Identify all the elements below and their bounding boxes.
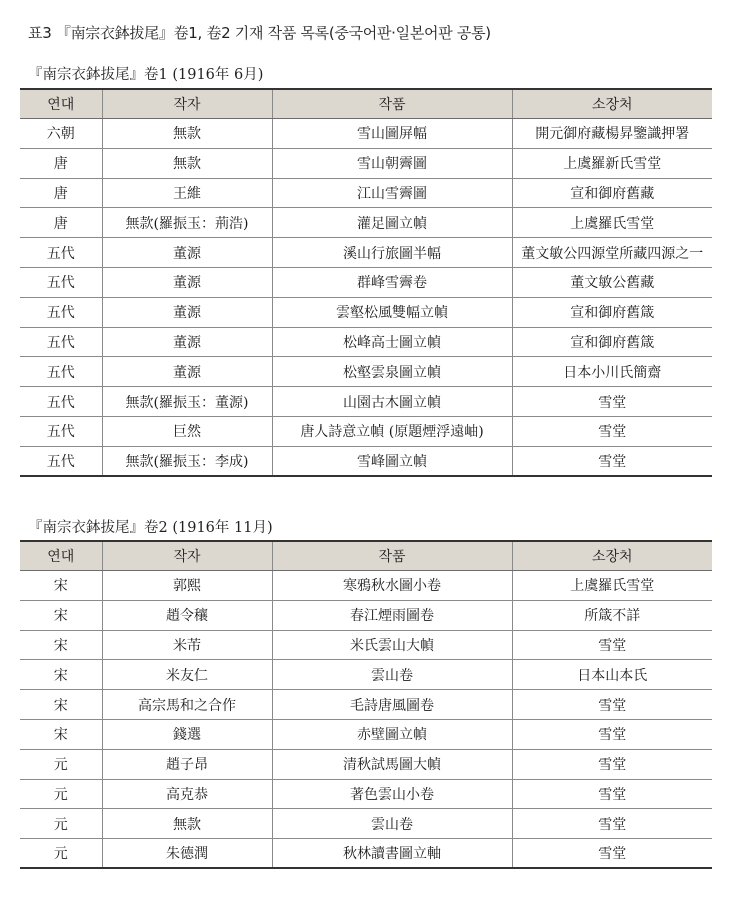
cell-artist: 米友仁: [102, 660, 272, 690]
table-row: [20, 267, 712, 297]
cell-era: 五代: [20, 297, 102, 327]
cell-collection: 雪堂: [512, 779, 712, 809]
table-row: [20, 148, 712, 178]
cell-work: 春江煙雨圖卷: [272, 600, 512, 630]
cell-artist: 巨然: [102, 416, 272, 446]
cell-artist: 高宗馬和之合作: [102, 690, 272, 720]
cell-era: 元: [20, 839, 102, 869]
cell-era: 宋: [20, 600, 102, 630]
cell-artist: 無款: [102, 119, 272, 149]
works-table-vol2: [20, 540, 712, 869]
cell-artist: 郭熙: [102, 571, 272, 601]
cell-work: 清秋試馬圖大幀: [272, 749, 512, 779]
cell-collection: 開元御府藏楊昇鑒識押署: [512, 119, 712, 149]
table-row: [20, 208, 712, 238]
cell-era: 唐: [20, 148, 102, 178]
cell-era: 元: [20, 779, 102, 809]
cell-era: 唐: [20, 208, 102, 238]
cell-collection: 宣和御府舊箴: [512, 327, 712, 357]
cell-artist: 無款(羅振玉：董源): [102, 387, 272, 417]
table-header-row: [20, 541, 712, 571]
table-header-row: [20, 89, 712, 119]
header-work: 작품: [272, 541, 512, 571]
page-title: 표3 『南宗衣鉢拔尾』卷1, 卷2 기재 작품 목록(중국어판·일본어판 공통): [28, 24, 491, 42]
cell-era: 宋: [20, 660, 102, 690]
cell-era: 宋: [20, 571, 102, 601]
cell-era: 五代: [20, 387, 102, 417]
cell-era: 五代: [20, 267, 102, 297]
cell-collection: 日本山本氏: [512, 660, 712, 690]
cell-collection: 雪堂: [512, 416, 712, 446]
table-row: [20, 749, 712, 779]
section-title-vol2: 『南宗衣鉢拔尾』卷2 (1916年 11月): [28, 520, 273, 536]
header-era: 연대: [20, 541, 102, 571]
table-row: [20, 297, 712, 327]
section-title-vol1: 『南宗衣鉢拔尾』卷1 (1916年 6月): [28, 67, 264, 83]
cell-work: 寒鴉秋水圖小卷: [272, 571, 512, 601]
cell-era: 五代: [20, 327, 102, 357]
cell-artist: 趙令穰: [102, 600, 272, 630]
cell-collection: 董文敏公舊藏: [512, 267, 712, 297]
cell-work: 雲壑松風雙幅立幀: [272, 297, 512, 327]
cell-era: 宋: [20, 719, 102, 749]
cell-collection: 雪堂: [512, 446, 712, 476]
cell-collection: 所箴不詳: [512, 600, 712, 630]
table-row: [20, 387, 712, 417]
cell-work: 雲山卷: [272, 660, 512, 690]
cell-collection: 上虞羅氏雪堂: [512, 571, 712, 601]
cell-work: 米氏雲山大幀: [272, 630, 512, 660]
cell-collection: 雪堂: [512, 749, 712, 779]
cell-collection: 雪堂: [512, 387, 712, 417]
table-row: [20, 719, 712, 749]
table-row: [20, 571, 712, 601]
cell-work: 松壑雲泉圖立幀: [272, 357, 512, 387]
cell-work: 秋林讀書圖立軸: [272, 839, 512, 869]
cell-work: 雪山圖屏幅: [272, 119, 512, 149]
cell-collection: 雪堂: [512, 839, 712, 869]
cell-era: 唐: [20, 178, 102, 208]
cell-artist: 高克恭: [102, 779, 272, 809]
table-row: [20, 630, 712, 660]
cell-artist: 無款(羅振玉：李成): [102, 446, 272, 476]
cell-collection: 上虞羅新氏雪堂: [512, 148, 712, 178]
cell-artist: 董源: [102, 327, 272, 357]
cell-work: 雪峰圖立幀: [272, 446, 512, 476]
cell-work: 雪山朝霽圖: [272, 148, 512, 178]
cell-artist: 錢選: [102, 719, 272, 749]
table-row: [20, 600, 712, 630]
header-collection: 소장처: [512, 89, 712, 119]
cell-collection: 日本小川氏簡齋: [512, 357, 712, 387]
cell-collection: 雪堂: [512, 690, 712, 720]
cell-work: 山園古木圖立幀: [272, 387, 512, 417]
cell-work: 松峰高士圖立幀: [272, 327, 512, 357]
header-artist: 작자: [102, 89, 272, 119]
cell-work: 江山雪霽圖: [272, 178, 512, 208]
table-row: [20, 238, 712, 268]
works-table-vol1: [20, 88, 712, 477]
cell-work: 溪山行旅圖半幅: [272, 238, 512, 268]
header-era: 연대: [20, 89, 102, 119]
cell-era: 五代: [20, 416, 102, 446]
cell-work: 毛詩唐風圖卷: [272, 690, 512, 720]
cell-artist: 趙子昂: [102, 749, 272, 779]
cell-collection: 上虞羅氏雪堂: [512, 208, 712, 238]
header-collection: 소장처: [512, 541, 712, 571]
cell-work: 灌足圖立幀: [272, 208, 512, 238]
cell-era: 元: [20, 749, 102, 779]
table-row: [20, 416, 712, 446]
cell-collection: 雪堂: [512, 809, 712, 839]
table-row: [20, 660, 712, 690]
cell-artist: 董源: [102, 357, 272, 387]
header-artist: 작자: [102, 541, 272, 571]
cell-artist: 董源: [102, 238, 272, 268]
cell-artist: 朱德潤: [102, 839, 272, 869]
cell-era: 五代: [20, 238, 102, 268]
cell-artist: 無款: [102, 809, 272, 839]
cell-work: 雲山卷: [272, 809, 512, 839]
table-row: [20, 446, 712, 476]
header-work: 작품: [272, 89, 512, 119]
table-row: [20, 327, 712, 357]
cell-artist: 無款(羅振玉：荊浩): [102, 208, 272, 238]
cell-era: 宋: [20, 690, 102, 720]
cell-artist: 無款: [102, 148, 272, 178]
cell-work: 群峰雪霽卷: [272, 267, 512, 297]
cell-work: 唐人詩意立幀 (原題煙浮遠岫): [272, 416, 512, 446]
cell-artist: 米芾: [102, 630, 272, 660]
table-row: [20, 178, 712, 208]
cell-artist: 董源: [102, 297, 272, 327]
cell-era: 五代: [20, 357, 102, 387]
cell-era: 元: [20, 809, 102, 839]
cell-era: 宋: [20, 630, 102, 660]
cell-era: 六朝: [20, 119, 102, 149]
cell-collection: 董文敏公四源堂所藏四源之一: [512, 238, 712, 268]
cell-artist: 董源: [102, 267, 272, 297]
table-row: [20, 119, 712, 149]
cell-artist: 王維: [102, 178, 272, 208]
cell-collection: 宣和御府舊箴: [512, 297, 712, 327]
table-row: [20, 690, 712, 720]
table-row: [20, 809, 712, 839]
cell-work: 著色雲山小卷: [272, 779, 512, 809]
cell-collection: 雪堂: [512, 719, 712, 749]
table-row: [20, 839, 712, 869]
cell-collection: 雪堂: [512, 630, 712, 660]
table-row: [20, 357, 712, 387]
cell-era: 五代: [20, 446, 102, 476]
table-row: [20, 779, 712, 809]
cell-work: 赤壁圖立幀: [272, 719, 512, 749]
cell-collection: 宣和御府舊藏: [512, 178, 712, 208]
